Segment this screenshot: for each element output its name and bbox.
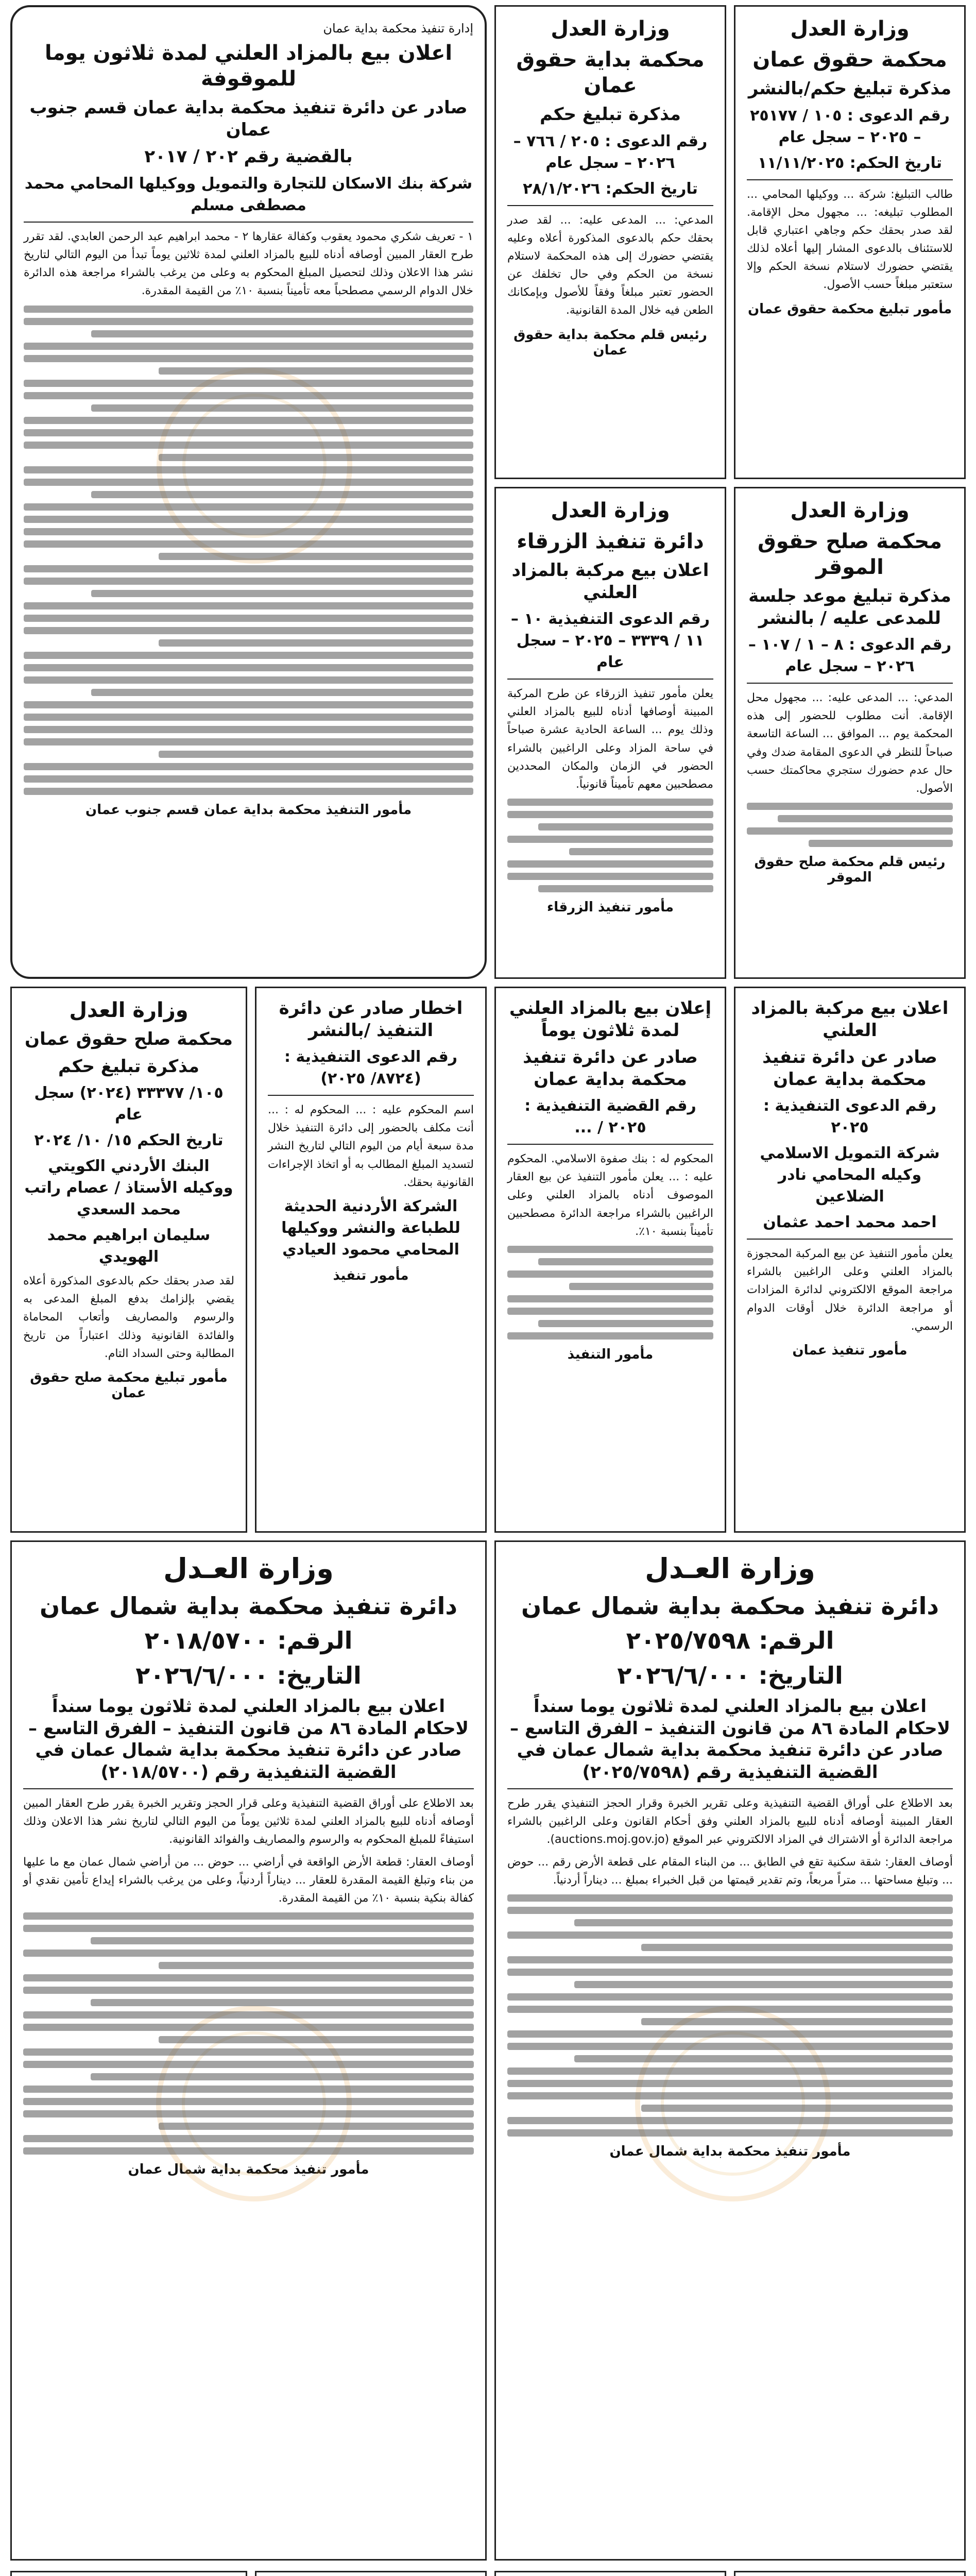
notice-body: المحكوم له : بنك صفوة الاسلامي. المحكوم عليه : ... يعلن مأمور التنفيذ عن بيع العقار الموصوف أدناه بالمزاد العلني وعلى الراغبين بالشراء مراجعة الدائرة مصطحبين تأميناً بنسبة ١٠٪.: [507, 1153, 713, 1238]
notice-vehicle-auction-amman: [734, 987, 966, 1533]
divider: [747, 1239, 953, 1240]
auction-title: اعلان بيع بالمزاد العلني لمدة ثلاثون يوما للموقوفة: [44, 41, 453, 91]
property-description: أوصاف العقار: شقة سكنية تقع في الطابق ... من البناء المقام على قطعة الأرض رقم ... حوض ... وتبلغ مساحتها ... متراً مربعاً، وتم تقدير قيمتها من قبل الخبراء بمبلغ ... ديناراً أردنياً.: [507, 1855, 953, 1887]
signature: رئيس قلم محكمة بداية حقوق عمان: [513, 327, 707, 358]
notice-first-instance-judgment: [494, 5, 726, 479]
court-name: دائرة تنفيذ محكمة بداية شمال عمان: [521, 1591, 939, 1620]
notice-title: اخطار صادر عن دائرة التنفيذ /بالنشر: [279, 998, 463, 1041]
doc-type: مذكرة تبليغ موعد جلسة للمدعى عليه / بالنشر: [748, 586, 951, 629]
notice-kuwaiti-bank-judgment: [10, 987, 247, 1533]
case-number: بالقضية رقم ٢٠٢ / ٢٠١٧: [144, 146, 353, 167]
ministry: وزارة العدل: [551, 499, 670, 522]
signature: رئيس قلم محكمة صلح حقوق الموقر: [754, 854, 946, 886]
notice-body: يعلن مأمور التنفيذ عن بيع المركبة المحجوزة بالمزاد العلني وعلى الراغبين بالشراء مراجعة الموقع الالكتروني لدائرة المزادات أو مراجعة الدائرة خلال أوقات الدوام الرسمي.: [747, 1247, 953, 1333]
auction-title: اعلان بيع بالمزاد العلني لمدة ثلاثون يوما سنداً لاحكام المادة ٨٦ من قانون التنفيذ – الفرق التاسع – صادر عن دائرة تنفيذ محكمة بداية شمال عمان في القضية التنفيذية رقم (٢٠٢٥/٧٥٩٨): [510, 1696, 950, 1783]
doc-type: مذكرة تبليغ حكم/بالنشر: [748, 78, 952, 99]
signature: مأمور تنفيذ: [333, 1267, 409, 1283]
reference-number: الرقم: ٢٠١٨/٥٧٠٠: [144, 1626, 353, 1654]
court-name: محكمة صلح حقوق الموقر: [757, 530, 943, 579]
fine-print: [747, 803, 953, 847]
notice-mowaqqar-hearing: [734, 487, 966, 979]
divider: [507, 1144, 713, 1145]
fine-print: [507, 1894, 953, 2137]
notice-date: التاريخ: ٢٠٢٦/٦/٠٠٠: [135, 1661, 362, 1689]
signature: مأمور تنفيذ محكمة بداية شمال عمان: [609, 2143, 851, 2159]
case-number: رقم الدعوى التنفيذية ١٠ – ١١ / ٣٣٣٩ – ٢٠٢٥ – سجل عام: [510, 610, 710, 671]
property-description: أوصاف العقار: قطعة الأرض الواقعة في أراضي ... حوض ... من أراضي شمال عمان مع ما عليها من بناء وتبلغ القيمة المقدرة للعقار ... ديناراً أردنياً، وعلى من يرغب بالشراء إيداع تأمين نقدي أو كفالة بنكية بنسبة ١٠٪ من القيمة المقدرة.: [23, 1855, 474, 1905]
notice-zarqa-vehicle-auction: [494, 487, 726, 979]
ministry: وزارة العدل: [790, 17, 910, 41]
notice-north-amman-7598: [494, 1540, 966, 2561]
signature: مأمور تبليغ محكمة صلح حقوق عمان: [30, 1369, 228, 1401]
notice-ahli-bank-3003: [734, 2571, 966, 2576]
notice-body: اسم المحكوم عليه : ... المحكوم له : ... أنت مكلف بالحضور إلى دائرة التنفيذ خلال مدة سبعة أيام من اليوم التالي لتاريخ النشر لتسديد المبلغ المطالب به أو اتخاذ الإجراءات القانونية بحقك.: [268, 1104, 474, 1189]
notice-body: يعلن مأمور تنفيذ الزرقاء عن طرح المركبة المبينة أوصافها أدناه للبيع بالمزاد العلني وذلك يوم ... الساعة الحادية عشرة صباحاً في ساحة المزاد وعلى الراغبين بالشراء الحضور في الزمان والمكان المحددين مصطحبين معهم تأميناً قانونياً.: [507, 687, 713, 791]
creditor-party: شركة التمويل الاسلامي وكيله المحامي نادر الضلاعين: [760, 1144, 940, 1206]
signature: مأمور التنفيذ: [567, 1346, 654, 1362]
notice-north-amman-5700: [10, 1540, 487, 2561]
court-name: محكمة بداية حقوق عمان: [516, 48, 705, 97]
ministry: وزارة العـدل: [645, 1552, 815, 1585]
fine-print: [24, 306, 473, 795]
auction-title: اعلان بيع بالمزاد العلني لمدة ثلاثون يوما سنداً لاحكام المادة ٨٦ من قانون التنفيذ – الفرق التاسع – صادر عن دائرة تنفيذ محكمة بداية شمال عمان في القضية التنفيذية رقم (٢٠١٨/٥٧٠٠): [28, 1696, 469, 1783]
ministry: وزارة العدل: [790, 499, 910, 522]
signature: مأمور تنفيذ الزرقاء: [547, 900, 674, 916]
creditor-party: البنك الأردني الكويتي ووكيله الأستاذ / عصام راتب محمد السعدي: [24, 1157, 233, 1218]
notice-body: ١ - تعريف شكري محمود يعقوب وكفالة عقارها ٢ - محمد ابراهيم عبد الرحمن العابدي. لقد تقرر طرح العقار المبين أوصافه أدناه للبيع بالمزاد العلني لمدة ثلاثين يوماً تبدأ من اليوم التالي لتاريخ نشر هذا الاعلان وذلك لتحصيل المبلغ المحكوم به وعلى من يرغب بالشراء مراجعة هذه الدائرة خلال الدوام الرسمي مصطحباً معه تأميناً بنسبة ١٠٪ من القيمة المقدرة.: [24, 230, 473, 298]
creditor-party: شركة بنك الاسكان للتجارة والتمويل ووكيلها المحامي محمد مصطفى مسلم: [24, 174, 473, 214]
creditor-party: الشركة الأردنية الحديثة للطباعة والنشر ووكيلها المحامي محمود العيادي: [281, 1197, 460, 1259]
divider: [23, 1788, 474, 1789]
auction-title: اعلان بيع مركبة بالمزاد العلني: [751, 998, 949, 1041]
auction-title: اعلان بيع مركبة بالمزاد العلني: [511, 560, 709, 603]
debtor-name: سليمان ابراهيم محمد الهويدي: [47, 1226, 211, 1266]
court-name: دائرة تنفيذ محكمة بداية شمال عمان: [40, 1591, 457, 1620]
doc-type: مذكرة تبليغ حكم: [540, 104, 681, 125]
notice-body: بعد الاطلاع على أوراق القضية التنفيذية وعلى قرار الحجز وتقرير الخبرة يقرر طرح العقار المبين أوصافه أدناه للبيع بالمزاد العلني لمدة ثلاثين يوماً من اليوم التالي لتاريخ نشر هذا الاعلان وذلك استيفاءً للمبلغ المحكوم به والرسوم والمصاريف والفوائد القانونية.: [23, 1797, 474, 1846]
signature: مأمور تنفيذ محكمة بداية شمال عمان: [128, 2162, 369, 2178]
notice-body: المدعي: ... المدعى عليه: ... مجهول محل الإقامة. أنت مطلوب للحضور إلى هذه المحكمة يوم ... الموافق ... الساعة التاسعة صباحاً للنظر في الدعوى المقامة ضدك وفي حال عدم حضورك ستجري محاكمتك حسب الأصول.: [747, 691, 953, 795]
court-name: محكمة حقوق عمان: [752, 48, 947, 72]
divider: [24, 222, 473, 223]
notice-auction-safwa: [494, 987, 726, 1533]
case-number: رقم الدعوى التنفيذية : (٨٧٢٤/ ٢٠٢٥): [284, 1048, 458, 1088]
court-name: دائرة تنفيذ الزرقاء: [517, 530, 704, 553]
notice-ahli-bank-3190: [255, 2571, 487, 2576]
notice-compliance-judgment: [734, 5, 966, 479]
judgment-date: تاريخ الحكم: ١١/١١/٢٠٢٥: [757, 154, 943, 172]
fine-print: [23, 1912, 474, 2155]
court-name: محكمة صلح حقوق عمان: [25, 1029, 233, 1049]
ministry: وزارة العدل: [69, 998, 189, 1022]
divider: [747, 179, 953, 180]
notice-body: بعد الاطلاع على أوراق القضية التنفيذية وعلى تقرير الخبرة وقرار الحجز التنفيذي يقرر طرح العقار المبينة أوصافه أدناه للبيع بالمزاد العلني وفق أحكام القانون وعلى الراغبين بالشراء مراجعة الدائرة أو الاشتراك في المزاد الالكتروني عبر الموقع (auctions.moj.gov.jo).: [507, 1797, 953, 1846]
notice-execution-warning-15632: [10, 2571, 247, 2576]
top-line: إدارة تنفيذ محكمة بداية عمان: [323, 21, 473, 36]
notice-date: التاريخ: ٢٠٢٦/٦/٠٠٠: [617, 1661, 843, 1689]
notice-ahli-bank-5594: [494, 2571, 726, 2576]
auction-title: إعلان بيع بالمزاد العلني لمدة ثلاثون يوماً: [509, 998, 712, 1041]
case-number: رقم الدعوى : ٨ – ١ / ١٠٧ – ٢٠٢٦ – سجل عام: [748, 636, 952, 675]
judgment-date: تاريخ الحكم ١٥/ ١٠/ ٢٠٢٤: [34, 1131, 224, 1149]
reference-number: الرقم: ٢٠٢٥/٧٥٩٨: [626, 1626, 834, 1654]
notice-body: المدعي: ... المدعى عليه: ... لقد صدر بحقك حكم بالدعوى المذكورة أعلاه وعليه يقتضي حضورك إلى هذه المحكمة لاستلام نسخة من الحكم وفي حال تخلفك عن الحضور تعتبر مبلغاً وفقاً للأصول وبإمكانك الطعن فيه خلال المدة القانونية.: [507, 213, 713, 317]
case-number: رقم الدعوى : ١٠٥ / ٢٥١٧٧ – ٢٠٢٥ – سجل عام: [750, 106, 950, 146]
case-number: رقم الدعوى التنفيذية : ٢٠٢٥: [763, 1097, 937, 1137]
ministry: وزارة العدل: [551, 17, 670, 41]
doc-type: مذكرة تبليغ حكم: [58, 1056, 199, 1077]
divider: [747, 683, 953, 684]
fine-print: [507, 1246, 713, 1340]
signature: مأمور تبليغ محكمة حقوق عمان: [747, 301, 952, 317]
debtor-name: احمد محمد احمد عثمان: [763, 1213, 937, 1231]
notice-body: لقد صدر بحقك حكم بالدعوى المذكورة أعلاه يقضي بإلزامك بدفع المبلغ المدعى به والرسوم والمصاريف وأتعاب المحاماة والفائدة القانونية وذلك اعتباراً من تاريخ المطالبة وحتى السداد التام.: [23, 1275, 234, 1360]
case-number: رقم القضية التنفيذية : ٢٠٢٥ / ...: [524, 1097, 696, 1137]
divider: [268, 1095, 474, 1096]
signature: مأمور التنفيذ محكمة بداية عمان قسم جنوب عمان: [85, 802, 412, 818]
ministry: وزارة العـدل: [163, 1552, 334, 1585]
divider: [507, 205, 713, 206]
case-number: ١٠٥/ ٣٣٣٧٧ (٢٠٢٤) سجل عام: [34, 1084, 224, 1124]
signature: مأمور تنفيذ عمان: [792, 1342, 907, 1358]
divider: [507, 1788, 953, 1789]
auction-subtitle: صادر عن دائرة تنفيذ محكمة بداية عمان: [762, 1047, 937, 1090]
notice-auction-south-amman: [10, 5, 487, 979]
notice-body: طالب التبليغ: شركة ... ووكيلها المحامي ... المطلوب تبليغه: ... مجهول محل الإقامة. لقد صدر بحقك حكم وجاهي اعتباري قابل للاستئناف بالدعوى المشار إليها أعلاه لذلك يقتضي حضورك لاستلام نسخة الحكم وإلا ستعتبر مبلغاً حسب الأصول.: [747, 188, 953, 292]
auction-subtitle: صادر عن دائرة تنفيذ محكمة بداية عمان: [523, 1047, 698, 1090]
judgment-date: تاريخ الحكم: ٢٨/١/٢٠٢٦: [523, 179, 698, 198]
fine-print: [507, 799, 713, 892]
auction-subtitle: صادر عن دائرة تنفيذ محكمة بداية عمان قسم جنوب عمان: [29, 97, 468, 140]
notice-execution-warning: [255, 987, 487, 1533]
case-number: رقم الدعوى : ٢٠٥ / ٧٦٦ – ٢٠٢٦ – سجل عام: [513, 132, 708, 172]
divider: [507, 679, 713, 680]
